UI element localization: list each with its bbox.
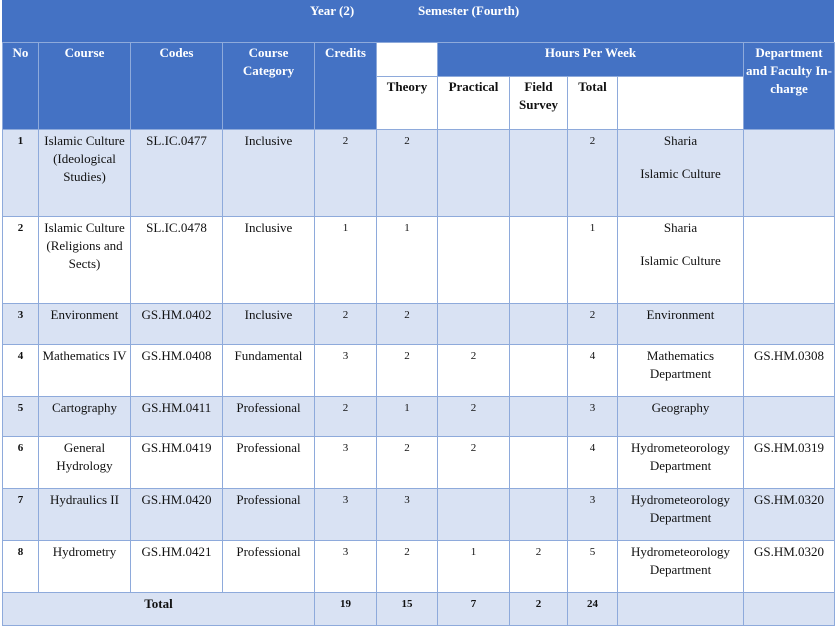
department-cell: Geography bbox=[618, 397, 744, 437]
row-no: 1 bbox=[3, 130, 39, 217]
prereq-cell bbox=[744, 130, 835, 217]
col-header-hours: Hours Per Week bbox=[438, 43, 744, 77]
col-header-field: Field Survey bbox=[510, 77, 568, 130]
total-credits: 19 bbox=[315, 593, 377, 626]
field-cell bbox=[510, 217, 568, 304]
col-header-course: Course bbox=[39, 43, 131, 130]
department-line-2: Islamic Culture bbox=[640, 166, 721, 181]
department-cell: Hydrometeorology Department bbox=[618, 541, 744, 593]
course-code: SL.IC.0477 bbox=[131, 130, 223, 217]
col-header-credits: Credits bbox=[315, 43, 377, 130]
total-cell: 4 bbox=[568, 437, 618, 489]
theory-cell: 2 bbox=[377, 437, 438, 489]
prereq-cell: GS.HM.0308 bbox=[744, 345, 835, 397]
department-cell: Environment bbox=[618, 304, 744, 345]
credits-cell: 3 bbox=[315, 345, 377, 397]
course-name: Mathematics IV bbox=[39, 345, 131, 397]
col-header-category: Course Category bbox=[223, 43, 315, 130]
table-row bbox=[3, 541, 835, 593]
table-row bbox=[3, 130, 835, 217]
theory-cell: 2 bbox=[377, 541, 438, 593]
department-cell: Hydrometeorology Department bbox=[618, 489, 744, 541]
department-line-1: Sharia bbox=[663, 133, 698, 148]
theory-cell: 3 bbox=[377, 489, 438, 541]
course-category: Professional bbox=[223, 489, 315, 541]
totals-row bbox=[3, 593, 835, 626]
department-line-2: Islamic Culture bbox=[640, 253, 721, 268]
table-row bbox=[3, 304, 835, 345]
practical-cell: 2 bbox=[438, 345, 510, 397]
credits-cell: 3 bbox=[315, 489, 377, 541]
theory-cell: 2 bbox=[377, 345, 438, 397]
department-cell: Mathematics Department bbox=[618, 345, 744, 397]
col-header-theory: Theory bbox=[377, 77, 438, 130]
course-category: Fundamental bbox=[223, 345, 315, 397]
year-label: Year (2) bbox=[310, 3, 355, 18]
course-code: GS.HM.0419 bbox=[131, 437, 223, 489]
course-name: Islamic Culture (Ideological Studies) bbox=[39, 130, 131, 217]
row-no: 5 bbox=[3, 397, 39, 437]
course-code: GS.HM.0421 bbox=[131, 541, 223, 593]
row-no: 3 bbox=[3, 304, 39, 345]
course-category: Professional bbox=[223, 397, 315, 437]
theory-cell: 1 bbox=[377, 397, 438, 437]
field-cell bbox=[510, 345, 568, 397]
credits-cell: 1 bbox=[315, 217, 377, 304]
total-field: 2 bbox=[510, 593, 568, 626]
course-code: GS.HM.0411 bbox=[131, 397, 223, 437]
course-name: Environment bbox=[39, 304, 131, 345]
theory-cell: 1 bbox=[377, 217, 438, 304]
row-no: 7 bbox=[3, 489, 39, 541]
course-category: Professional bbox=[223, 541, 315, 593]
col-header-total: Total bbox=[568, 77, 618, 130]
theory-cell: 2 bbox=[377, 304, 438, 345]
total-cell: 5 bbox=[568, 541, 618, 593]
total-cell: 2 bbox=[568, 304, 618, 345]
course-table bbox=[2, 42, 835, 626]
semester-label: Semester (Fourth) bbox=[418, 3, 520, 18]
total-cell: 3 bbox=[568, 489, 618, 541]
practical-cell bbox=[438, 489, 510, 541]
practical-cell bbox=[438, 217, 510, 304]
department-cell bbox=[618, 217, 744, 304]
total-blank-prereq bbox=[744, 593, 835, 626]
credits-cell: 3 bbox=[315, 437, 377, 489]
prereq-cell bbox=[744, 217, 835, 304]
field-cell: 2 bbox=[510, 541, 568, 593]
col-header-department: Department and Faculty In-charge bbox=[744, 43, 835, 130]
course-code: SL.IC.0478 bbox=[131, 217, 223, 304]
practical-cell: 2 bbox=[438, 437, 510, 489]
total-practical: 7 bbox=[438, 593, 510, 626]
total-cell: 3 bbox=[568, 397, 618, 437]
department-cell: Hydrometeorology Department bbox=[618, 437, 744, 489]
practical-cell: 2 bbox=[438, 397, 510, 437]
course-name: Hydrometry bbox=[39, 541, 131, 593]
header-row bbox=[3, 43, 835, 77]
total-label: Total bbox=[3, 593, 315, 626]
course-code: GS.HM.0402 bbox=[131, 304, 223, 345]
field-cell bbox=[510, 397, 568, 437]
field-cell bbox=[510, 130, 568, 217]
table-row bbox=[3, 489, 835, 541]
course-name: Hydraulics II bbox=[39, 489, 131, 541]
field-cell bbox=[510, 437, 568, 489]
field-cell bbox=[510, 489, 568, 541]
table-row bbox=[3, 437, 835, 489]
semester-banner bbox=[2, 0, 834, 42]
course-name: Islamic Culture (Religions and Sects) bbox=[39, 217, 131, 304]
course-category: Inclusive bbox=[223, 304, 315, 345]
prereq-cell: GS.HM.0320 bbox=[744, 541, 835, 593]
credits-cell: 2 bbox=[315, 397, 377, 437]
prereq-cell: GS.HM.0319 bbox=[744, 437, 835, 489]
row-no: 6 bbox=[3, 437, 39, 489]
course-name: General Hydrology bbox=[39, 437, 131, 489]
row-no: 4 bbox=[3, 345, 39, 397]
credits-cell: 3 bbox=[315, 541, 377, 593]
course-code: GS.HM.0420 bbox=[131, 489, 223, 541]
practical-cell: 1 bbox=[438, 541, 510, 593]
table-row bbox=[3, 345, 835, 397]
prereq-cell bbox=[744, 304, 835, 345]
row-no: 8 bbox=[3, 541, 39, 593]
col-header-practical: Practical bbox=[438, 77, 510, 130]
course-category: Inclusive bbox=[223, 217, 315, 304]
total-theory: 15 bbox=[377, 593, 438, 626]
field-cell bbox=[510, 304, 568, 345]
course-name: Cartography bbox=[39, 397, 131, 437]
course-code: GS.HM.0408 bbox=[131, 345, 223, 397]
row-no: 2 bbox=[3, 217, 39, 304]
course-category: Professional bbox=[223, 437, 315, 489]
total-hours: 24 bbox=[568, 593, 618, 626]
total-cell: 4 bbox=[568, 345, 618, 397]
credits-cell: 2 bbox=[315, 304, 377, 345]
col-header-no: No bbox=[3, 43, 39, 130]
course-category: Inclusive bbox=[223, 130, 315, 217]
total-blank-dept bbox=[618, 593, 744, 626]
credits-cell: 2 bbox=[315, 130, 377, 217]
col-header-codes: Codes bbox=[131, 43, 223, 130]
prereq-cell bbox=[744, 397, 835, 437]
department-cell bbox=[618, 130, 744, 217]
table-row bbox=[3, 397, 835, 437]
table-row bbox=[3, 217, 835, 304]
total-cell: 2 bbox=[568, 130, 618, 217]
theory-cell: 2 bbox=[377, 130, 438, 217]
total-cell: 1 bbox=[568, 217, 618, 304]
department-line-1: Sharia bbox=[663, 220, 698, 235]
col-header-blank bbox=[377, 43, 438, 77]
practical-cell bbox=[438, 304, 510, 345]
prereq-cell: GS.HM.0320 bbox=[744, 489, 835, 541]
practical-cell bbox=[438, 130, 510, 217]
